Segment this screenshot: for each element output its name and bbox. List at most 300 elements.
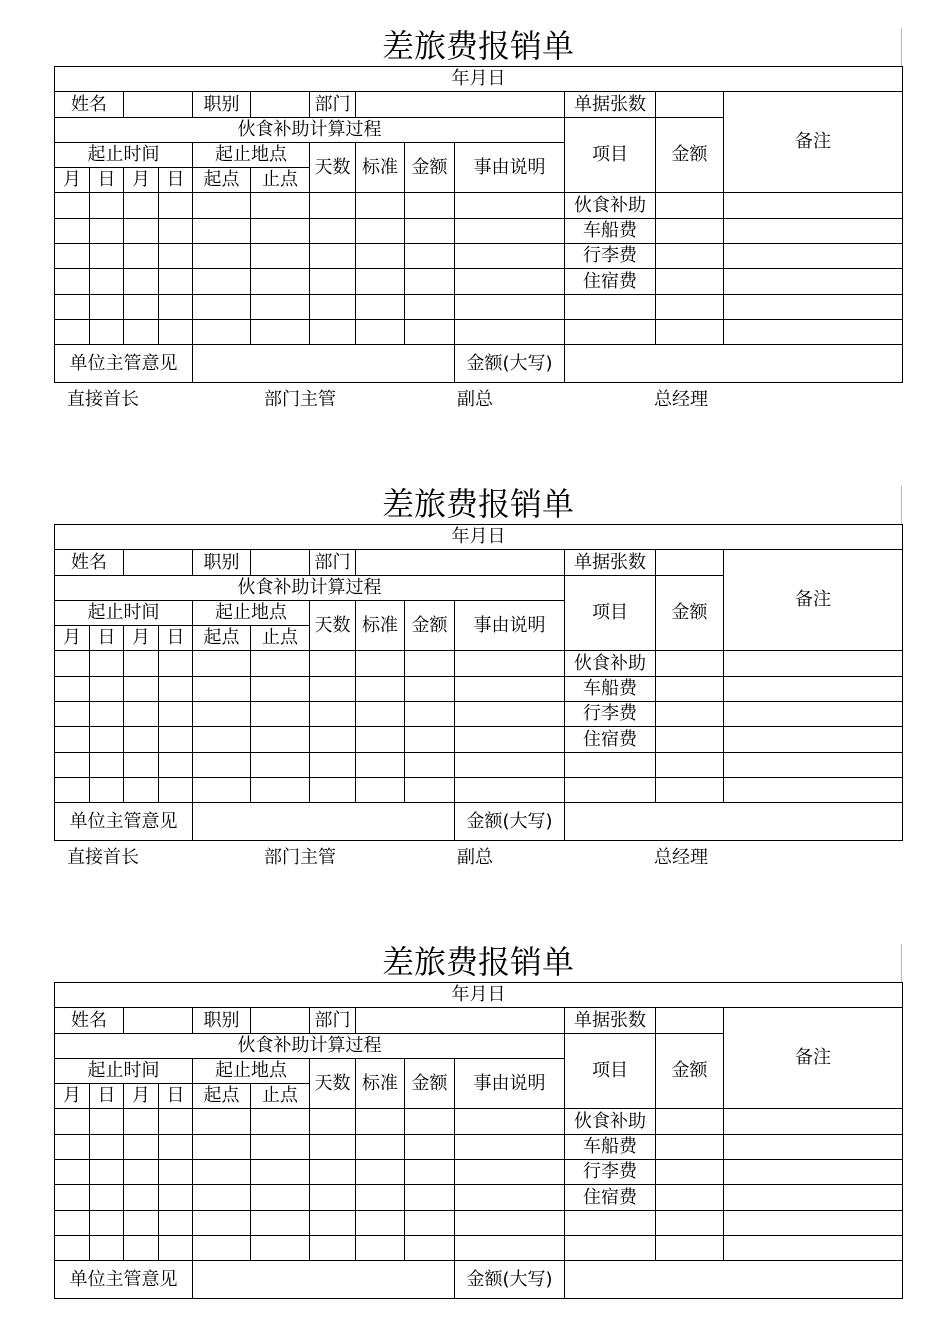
item-amount-cell[interactable] (656, 244, 724, 269)
meal-calc-header: 伙食补助计算过程 (55, 576, 565, 601)
reason-header: 事由说明 (455, 1059, 565, 1109)
cell[interactable] (90, 778, 124, 803)
cell[interactable] (159, 320, 193, 345)
cell[interactable] (310, 651, 356, 677)
amount-words-field[interactable] (565, 345, 903, 383)
cell[interactable] (159, 193, 193, 219)
supervisor-opinion-label: 单位主管意见 (55, 1261, 193, 1299)
cell[interactable] (405, 651, 455, 677)
table-row (55, 295, 903, 320)
cell[interactable] (455, 1236, 565, 1261)
item-amount-cell[interactable] (656, 727, 724, 753)
cell[interactable] (310, 219, 356, 244)
date-label: 年月日 (55, 67, 903, 92)
cell[interactable] (55, 295, 90, 320)
remark-cell[interactable] (724, 244, 903, 269)
cell[interactable] (251, 193, 310, 219)
form-title: 差旅费报销单 (381, 943, 574, 981)
cell[interactable] (193, 677, 251, 702)
cell[interactable] (159, 778, 193, 803)
cell[interactable] (356, 677, 405, 702)
cell[interactable] (251, 702, 310, 727)
cell[interactable] (455, 778, 565, 803)
cell[interactable] (251, 651, 310, 677)
cell[interactable] (455, 1135, 565, 1160)
cell[interactable] (455, 677, 565, 702)
cell[interactable] (356, 1236, 405, 1261)
receipt-count-field[interactable] (656, 1008, 724, 1034)
cell[interactable] (455, 1211, 565, 1236)
cell[interactable] (405, 295, 455, 320)
cell[interactable] (55, 244, 90, 269)
cell[interactable] (159, 244, 193, 269)
cell[interactable] (55, 1211, 90, 1236)
start-month-header: 月 (55, 168, 90, 193)
cell[interactable] (310, 677, 356, 702)
cell[interactable] (159, 1135, 193, 1160)
remark-cell[interactable] (724, 193, 903, 219)
item-amount-cell[interactable] (656, 269, 724, 295)
cell[interactable] (455, 244, 565, 269)
cell[interactable] (193, 193, 251, 219)
item-header: 项目 (565, 118, 656, 193)
cell[interactable] (193, 244, 251, 269)
cell[interactable] (405, 727, 455, 753)
cell[interactable] (310, 1185, 356, 1211)
cell[interactable] (124, 1135, 159, 1160)
cell[interactable] (310, 320, 356, 345)
table-row (55, 1160, 903, 1185)
department-label: 部门 (310, 92, 356, 118)
item-amount-cell[interactable] (656, 1211, 724, 1236)
cell[interactable] (356, 219, 405, 244)
cell[interactable] (405, 1135, 455, 1160)
item-amount-cell[interactable] (656, 651, 724, 677)
cell[interactable] (55, 1160, 90, 1185)
cell[interactable] (251, 269, 310, 295)
start-place-header: 起点 (193, 1084, 251, 1109)
cell[interactable] (55, 1185, 90, 1211)
cell[interactable] (193, 1236, 251, 1261)
cell[interactable] (90, 295, 124, 320)
item-name: 住宿费 (565, 269, 656, 295)
cell[interactable] (455, 727, 565, 753)
item-amount-cell[interactable] (656, 1109, 724, 1135)
cell[interactable] (193, 702, 251, 727)
item-amount-cell[interactable] (656, 1135, 724, 1160)
cell[interactable] (55, 651, 90, 677)
cell[interactable] (405, 1236, 455, 1261)
cell[interactable] (90, 1160, 124, 1185)
department-field[interactable] (356, 550, 565, 576)
cell[interactable] (405, 753, 455, 778)
start-day-header: 日 (90, 626, 124, 651)
item-name: 住宿费 (565, 727, 656, 753)
cell[interactable] (356, 269, 405, 295)
days-header: 天数 (310, 143, 356, 193)
cell[interactable] (193, 1211, 251, 1236)
cell[interactable] (55, 778, 90, 803)
cell[interactable] (90, 1211, 124, 1236)
cell[interactable] (193, 219, 251, 244)
position-label: 职别 (193, 92, 251, 118)
remark-cell[interactable] (724, 295, 903, 320)
standard-header: 标准 (356, 601, 405, 651)
cell[interactable] (55, 320, 90, 345)
cell[interactable] (356, 753, 405, 778)
cell[interactable] (455, 651, 565, 677)
cell[interactable] (90, 1185, 124, 1211)
cell[interactable] (55, 269, 90, 295)
cell[interactable] (405, 1160, 455, 1185)
cell[interactable] (90, 677, 124, 702)
supervisor-opinion-field[interactable] (193, 345, 455, 383)
supervisor-opinion-field[interactable] (193, 803, 455, 841)
cell[interactable] (405, 702, 455, 727)
cell[interactable] (159, 1109, 193, 1135)
table-row (55, 1185, 903, 1211)
signature-department-head: 部门主管 (264, 847, 336, 868)
cell[interactable] (193, 1109, 251, 1135)
remark-cell[interactable] (724, 1211, 903, 1236)
receipt-count-field[interactable] (656, 550, 724, 576)
cell[interactable] (310, 269, 356, 295)
form-title: 差旅费报销单 (381, 27, 574, 65)
cell[interactable] (310, 244, 356, 269)
cell[interactable] (455, 1185, 565, 1211)
cell[interactable] (455, 1160, 565, 1185)
item-amount-cell[interactable] (656, 1236, 724, 1261)
cell[interactable] (124, 1160, 159, 1185)
cell[interactable] (159, 295, 193, 320)
cell[interactable] (193, 295, 251, 320)
cell[interactable] (310, 295, 356, 320)
remark-cell[interactable] (724, 1160, 903, 1185)
position-field[interactable] (251, 550, 310, 576)
start-day-header: 日 (90, 168, 124, 193)
position-field[interactable] (251, 92, 310, 118)
start-place-header: 起点 (193, 168, 251, 193)
amount-words-field[interactable] (565, 1261, 903, 1299)
item-name: 行李费 (565, 1160, 656, 1185)
cell[interactable] (405, 320, 455, 345)
cell[interactable] (455, 320, 565, 345)
cell[interactable] (455, 702, 565, 727)
signature-department-head: 部门主管 (264, 389, 336, 410)
table-row (55, 651, 903, 677)
cell[interactable] (159, 219, 193, 244)
cell[interactable] (124, 778, 159, 803)
cell[interactable] (356, 193, 405, 219)
receipt-count-label: 单据张数 (565, 92, 656, 118)
end-month-header: 月 (124, 626, 159, 651)
cell[interactable] (55, 193, 90, 219)
item-amount-cell[interactable] (656, 320, 724, 345)
item-amount-cell[interactable] (656, 778, 724, 803)
cell[interactable] (251, 219, 310, 244)
item-name: 住宿费 (565, 1185, 656, 1211)
name-label: 姓名 (55, 1008, 124, 1034)
signature-deputy-gm: 副总 (457, 389, 493, 410)
cell[interactable] (251, 1160, 310, 1185)
cell[interactable] (90, 753, 124, 778)
cell[interactable] (405, 269, 455, 295)
cell[interactable] (159, 702, 193, 727)
item-name[interactable] (565, 753, 656, 778)
cell[interactable] (251, 753, 310, 778)
cell[interactable] (356, 1109, 405, 1135)
cell[interactable] (251, 1211, 310, 1236)
cell[interactable] (193, 269, 251, 295)
cell[interactable] (455, 219, 565, 244)
cell[interactable] (251, 727, 310, 753)
item-amount-header: 金额 (656, 118, 724, 193)
cell[interactable] (405, 778, 455, 803)
cell[interactable] (310, 1211, 356, 1236)
signature-deputy-gm: 副总 (457, 847, 493, 868)
cell[interactable] (124, 295, 159, 320)
cell[interactable] (251, 295, 310, 320)
cell[interactable] (251, 1109, 310, 1135)
cell[interactable] (405, 1109, 455, 1135)
cell[interactable] (159, 1185, 193, 1211)
cell[interactable] (193, 1185, 251, 1211)
position-label: 职别 (193, 1008, 251, 1034)
remark-cell[interactable] (724, 269, 903, 295)
remark-cell[interactable] (724, 778, 903, 803)
cell[interactable] (193, 753, 251, 778)
cell[interactable] (310, 702, 356, 727)
amount-header: 金额 (405, 143, 455, 193)
cell[interactable] (90, 1109, 124, 1135)
item-amount-cell[interactable] (656, 1185, 724, 1211)
cell[interactable] (356, 702, 405, 727)
department-field[interactable] (356, 1008, 565, 1034)
cell[interactable] (55, 677, 90, 702)
cell[interactable] (455, 295, 565, 320)
remark-cell[interactable] (724, 1135, 903, 1160)
remark-cell[interactable] (724, 727, 903, 753)
amount-header: 金额 (405, 1059, 455, 1109)
item-amount-cell[interactable] (656, 295, 724, 320)
days-header: 天数 (310, 1059, 356, 1109)
cell[interactable] (124, 702, 159, 727)
remark-cell[interactable] (724, 651, 903, 677)
cell[interactable] (356, 778, 405, 803)
cell[interactable] (455, 753, 565, 778)
remark-cell[interactable] (724, 702, 903, 727)
item-name[interactable] (565, 320, 656, 345)
cell[interactable] (124, 244, 159, 269)
cell[interactable] (55, 727, 90, 753)
cell[interactable] (356, 1185, 405, 1211)
table-row (55, 1236, 903, 1261)
remark-cell[interactable] (724, 677, 903, 702)
name-field[interactable] (124, 550, 193, 576)
cell[interactable] (356, 1211, 405, 1236)
cell[interactable] (251, 244, 310, 269)
cell[interactable] (159, 727, 193, 753)
cell[interactable] (356, 244, 405, 269)
cell[interactable] (90, 1135, 124, 1160)
item-amount-cell[interactable] (656, 1160, 724, 1185)
start-month-header: 月 (55, 1084, 90, 1109)
end-place-header: 止点 (251, 626, 310, 651)
cell[interactable] (90, 269, 124, 295)
item-amount-cell[interactable] (656, 753, 724, 778)
cell[interactable] (90, 193, 124, 219)
remark-cell[interactable] (724, 219, 903, 244)
cell[interactable] (124, 651, 159, 677)
cell[interactable] (124, 1109, 159, 1135)
item-name[interactable] (565, 778, 656, 803)
cell[interactable] (159, 651, 193, 677)
cell[interactable] (159, 1236, 193, 1261)
places-header: 起止地点 (193, 143, 310, 168)
item-name: 车船费 (565, 219, 656, 244)
receipt-count-field[interactable] (656, 92, 724, 118)
cell[interactable] (405, 219, 455, 244)
cell[interactable] (405, 244, 455, 269)
amount-words-label: 金额(大写) (455, 345, 565, 383)
cell[interactable] (356, 295, 405, 320)
signature-direct-head: 直接首长 (67, 847, 139, 868)
cell[interactable] (55, 1109, 90, 1135)
cell[interactable] (310, 1160, 356, 1185)
cell[interactable] (124, 753, 159, 778)
cell[interactable] (251, 1236, 310, 1261)
cell[interactable] (55, 753, 90, 778)
cell[interactable] (55, 1236, 90, 1261)
cell[interactable] (193, 1160, 251, 1185)
cell[interactable] (251, 1185, 310, 1211)
cell[interactable] (310, 1109, 356, 1135)
cell[interactable] (124, 1236, 159, 1261)
cell[interactable] (455, 269, 565, 295)
cell[interactable] (356, 1135, 405, 1160)
cell[interactable] (193, 727, 251, 753)
table-row (55, 320, 903, 345)
remark-cell[interactable] (724, 1109, 903, 1135)
cell[interactable] (356, 1160, 405, 1185)
cell[interactable] (90, 244, 124, 269)
cell[interactable] (159, 1160, 193, 1185)
end-month-header: 月 (124, 168, 159, 193)
remark-cell[interactable] (724, 1236, 903, 1261)
cell[interactable] (356, 651, 405, 677)
cell[interactable] (159, 1211, 193, 1236)
cell[interactable] (251, 677, 310, 702)
remark-cell[interactable] (724, 320, 903, 345)
item-amount-cell[interactable] (656, 219, 724, 244)
item-amount-cell[interactable] (656, 677, 724, 702)
signature-general-manager: 总经理 (654, 847, 708, 868)
position-field[interactable] (251, 1008, 310, 1034)
cell[interactable] (124, 1185, 159, 1211)
date-label: 年月日 (55, 983, 903, 1008)
cell[interactable] (124, 677, 159, 702)
cell[interactable] (405, 677, 455, 702)
cell[interactable] (193, 651, 251, 677)
cell[interactable] (405, 193, 455, 219)
cell[interactable] (193, 778, 251, 803)
department-field[interactable] (356, 92, 565, 118)
supervisor-opinion-label: 单位主管意见 (55, 803, 193, 841)
remark-cell[interactable] (724, 753, 903, 778)
cell[interactable] (251, 320, 310, 345)
cell[interactable] (90, 727, 124, 753)
cell[interactable] (90, 651, 124, 677)
cell[interactable] (55, 1135, 90, 1160)
cell[interactable] (310, 778, 356, 803)
cell[interactable] (90, 702, 124, 727)
cell[interactable] (251, 1135, 310, 1160)
cell[interactable] (405, 1185, 455, 1211)
table-row (55, 193, 903, 219)
table-row (55, 753, 903, 778)
name-field[interactable] (124, 92, 193, 118)
cell[interactable] (405, 1211, 455, 1236)
cell[interactable] (124, 320, 159, 345)
cell[interactable] (124, 269, 159, 295)
item-header: 项目 (565, 1034, 656, 1109)
position-label: 职别 (193, 550, 251, 576)
item-name[interactable] (565, 295, 656, 320)
cell[interactable] (90, 1236, 124, 1261)
cell[interactable] (124, 219, 159, 244)
cell[interactable] (310, 753, 356, 778)
table-row (55, 1135, 903, 1160)
remark-header: 备注 (724, 1008, 903, 1109)
cell[interactable] (159, 753, 193, 778)
item-amount-header: 金额 (656, 576, 724, 651)
start-day-header: 日 (90, 1084, 124, 1109)
remark-cell[interactable] (724, 1185, 903, 1211)
cell[interactable] (310, 727, 356, 753)
item-name[interactable] (565, 1236, 656, 1261)
cell[interactable] (124, 727, 159, 753)
cell[interactable] (90, 219, 124, 244)
item-name[interactable] (565, 1211, 656, 1236)
cell[interactable] (55, 702, 90, 727)
cell[interactable] (356, 320, 405, 345)
item-amount-cell[interactable] (656, 702, 724, 727)
end-month-header: 月 (124, 1084, 159, 1109)
item-name: 伙食补助 (565, 651, 656, 677)
cell[interactable] (159, 677, 193, 702)
cell[interactable] (251, 778, 310, 803)
amount-words-field[interactable] (565, 803, 903, 841)
item-amount-header: 金额 (656, 1034, 724, 1109)
cell[interactable] (55, 219, 90, 244)
cell[interactable] (124, 1211, 159, 1236)
cell[interactable] (356, 727, 405, 753)
name-field[interactable] (124, 1008, 193, 1034)
remark-header: 备注 (724, 92, 903, 193)
cell[interactable] (124, 193, 159, 219)
cell[interactable] (455, 193, 565, 219)
cell[interactable] (193, 1135, 251, 1160)
cell[interactable] (159, 269, 193, 295)
cell[interactable] (310, 1135, 356, 1160)
cell[interactable] (310, 193, 356, 219)
cell[interactable] (90, 320, 124, 345)
cell[interactable] (455, 1109, 565, 1135)
cell[interactable] (310, 1236, 356, 1261)
cell[interactable] (193, 320, 251, 345)
item-amount-cell[interactable] (656, 193, 724, 219)
supervisor-opinion-field[interactable] (193, 1261, 455, 1299)
